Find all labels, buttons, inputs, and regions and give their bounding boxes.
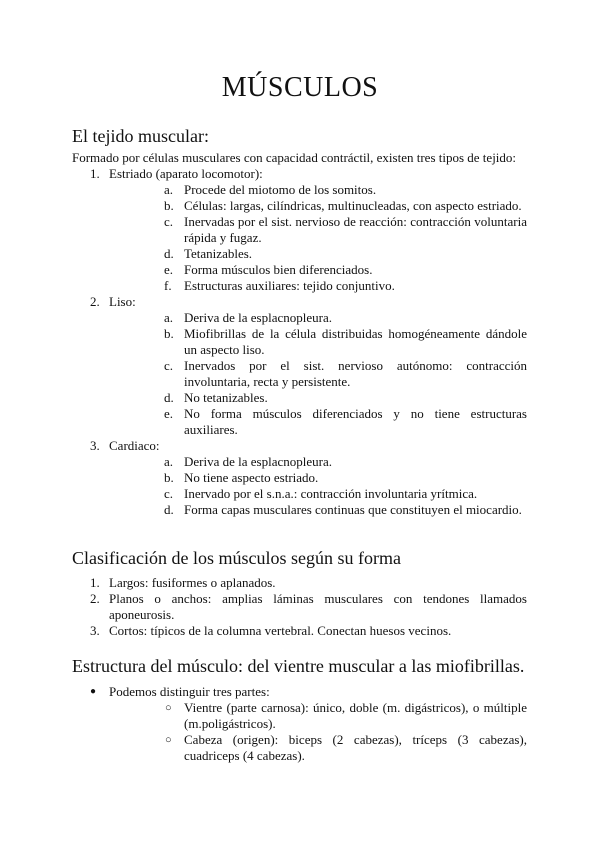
list-item [109, 470, 527, 486]
bullet-item [72, 684, 527, 764]
list-item [109, 198, 527, 214]
list-marker: 2. [90, 294, 100, 309]
list-marker: c. [164, 358, 174, 373]
section-estructura-body [72, 684, 527, 764]
list-marker: e. [164, 406, 174, 421]
section-clasificacion-body [72, 575, 527, 639]
list-item [109, 310, 527, 326]
tissue-types-list [72, 166, 527, 518]
list-marker: f. [164, 278, 172, 293]
type-label: Liso: [109, 294, 136, 309]
list-item [109, 390, 527, 406]
section-heading-estructura: Estructura del músculo: del vientre muscular a las miofibrillas. [72, 656, 525, 676]
list-item-text: No tetanizables. [184, 390, 268, 405]
list-marker: 3. [90, 623, 100, 638]
list-item-cardiaco [72, 438, 527, 518]
list-item-text: Forma músculos bien diferenciados. [184, 262, 373, 277]
list-item [109, 732, 527, 764]
list-item-text: Células: largas, cilíndricas, multinucleadas, con aspecto estriado. [184, 198, 522, 213]
list-item [72, 591, 527, 623]
list-marker: 2. [90, 591, 100, 606]
sublist-cardiaco [109, 454, 527, 518]
list-item-text: Tetanizables. [184, 246, 253, 261]
list-item-text: Miofibrillas de la célula distribuidas homogéneamente dándole un aspecto liso. [184, 326, 527, 357]
list-marker: d. [164, 246, 174, 261]
bullet-icon: ● [90, 686, 97, 697]
list-item [72, 575, 527, 591]
list-item [109, 246, 527, 262]
intro-paragraph: Formado por células musculares con capacidad contráctil, existen tres tipos de tejido: [72, 150, 517, 165]
page-title: MÚSCULOS [221, 72, 379, 103]
list-item [109, 326, 527, 358]
list-marker: d. [164, 502, 174, 517]
list-item-text: Vientre (parte carnosa): único, doble (m. digástricos), o múltiple (m.poligástricos). [184, 700, 527, 731]
list-item-text: Deriva de la esplacnopleura. [184, 454, 332, 469]
sublist-estriado [109, 182, 527, 294]
list-item-text: Estructuras auxiliares: tejido conjuntivo. [184, 278, 395, 293]
section-tejido-body [72, 150, 527, 518]
sublist-liso [109, 310, 527, 438]
list-marker: b. [164, 470, 174, 485]
list-marker: a. [164, 310, 174, 325]
section-heading-tejido: El tejido muscular: [72, 126, 209, 146]
list-item-text: Cortos: típicos de la columna vertebral. Conectan huesos vecinos. [109, 623, 452, 638]
list-item [109, 278, 527, 294]
list-item [109, 182, 527, 198]
list-marker: e. [164, 262, 174, 277]
list-item-text: Largos: fusiformes o aplanados. [109, 575, 276, 590]
list-item [109, 486, 527, 502]
list-item-text: Inervadas por el sist. nervioso de reacción: contracción voluntaria rápida y fugaz. [184, 214, 527, 245]
circle-bullet-icon: ○ [165, 734, 172, 746]
list-marker: 1. [90, 166, 100, 181]
structure-parts-list [109, 700, 527, 764]
list-item-text: Inervados por el sist. nervioso autónomo: contracción involuntaria, recta y persistente. [184, 358, 527, 389]
structure-bullet-list [72, 684, 527, 764]
list-item-text: Planos o anchos: amplias láminas musculares con tendones llamados aponeurosis. [109, 591, 527, 622]
list-marker: d. [164, 390, 174, 405]
section-heading-clasificacion: Clasificación de los músculos según su forma [72, 548, 401, 568]
list-marker: b. [164, 198, 174, 213]
list-item [109, 262, 527, 278]
list-marker: a. [164, 454, 174, 469]
list-marker: 3. [90, 438, 100, 453]
list-marker: b. [164, 326, 174, 341]
type-label: Cardiaco: [109, 438, 160, 453]
list-item [109, 358, 527, 390]
list-item-text: No forma músculos diferenciados y no tiene estructuras auxiliares. [184, 406, 527, 437]
list-item-liso [72, 294, 527, 438]
list-marker: c. [164, 214, 174, 229]
list-marker: a. [164, 182, 174, 197]
list-item-text: Procede del miotomo de los somitos. [184, 182, 377, 197]
list-item-estriado [72, 166, 527, 294]
list-item [109, 700, 527, 732]
list-item-text: Cabeza (origen): biceps (2 cabezas), tríceps (3 cabezas), cuadriceps (4 cabezas). [184, 732, 527, 763]
list-item [109, 454, 527, 470]
list-item-text: Forma capas musculares continuas que constituyen el miocardio. [184, 502, 522, 517]
list-marker: 1. [90, 575, 100, 590]
circle-bullet-icon: ○ [165, 702, 172, 714]
list-item [109, 406, 527, 438]
bullet-text: Podemos distinguir tres partes: [109, 684, 270, 699]
list-item [109, 214, 527, 246]
type-label: Estriado (aparato locomotor): [109, 166, 263, 181]
list-item-text: Inervado por el s.n.a.: contracción involuntaria yrítmica. [184, 486, 478, 501]
list-item [109, 502, 527, 518]
list-item-text: Deriva de la esplacnopleura. [184, 310, 332, 325]
shape-classification-list [72, 575, 527, 639]
list-marker: c. [164, 486, 174, 501]
list-item-text: No tiene aspecto estriado. [184, 470, 319, 485]
list-item [72, 623, 527, 639]
